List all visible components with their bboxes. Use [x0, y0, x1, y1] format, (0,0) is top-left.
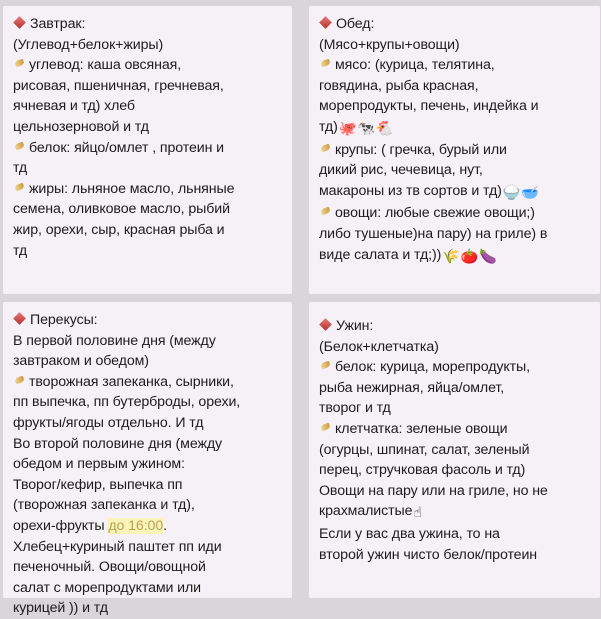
dinner-card [309, 302, 600, 598]
breakfast-line: семена, оливковое масло, рыбий [13, 201, 230, 218]
lunch-title-line [319, 14, 592, 35]
snacks-title: Перекусы: [30, 312, 98, 328]
lunch-line: либо тушеные)на пару) на гриле) в [319, 225, 548, 242]
bullet-icon [320, 59, 331, 68]
red-diamond-icon [319, 318, 332, 331]
snacks-line [13, 372, 284, 393]
snacks-text: . [163, 517, 167, 534]
dinner-title: Ужин: [336, 318, 374, 334]
breakfast-text: жиры: льняное масло, льняные [29, 180, 235, 197]
snacks-line: печеночный. Овощи/овощной [13, 559, 206, 576]
lunch-line: говядина, рыба красная, [319, 77, 479, 94]
dinner-line [319, 357, 592, 378]
snacks-text: творожная запеканка, сырники, [29, 373, 234, 390]
cow-icon: 🐄 [357, 120, 375, 137]
breakfast-line: рисовая, пшеничная, гречневая, [13, 77, 224, 94]
dinner-line: (огурцы, шпинат, салат, зеленый [319, 441, 530, 458]
breakfast-line: цельнозерновой и тд [13, 118, 149, 135]
chicken-icon: 🐔 [375, 120, 394, 137]
dinner-title-line [319, 316, 592, 337]
snacks-line: курицей )) и тд [13, 600, 108, 617]
lunch-title: Обед: [336, 16, 375, 32]
lunch-line [319, 117, 592, 140]
snacks-line: Во второй половине дня (между [13, 435, 223, 452]
bullet-icon [320, 207, 331, 216]
dinner-line: рыба нежирная, яйца/омлет, [319, 379, 505, 396]
dinner-line [319, 419, 592, 440]
bullet-icon [320, 143, 331, 152]
snacks-line: салат с морепродуктами или [13, 579, 202, 596]
bullet-icon [14, 59, 25, 68]
breakfast-text: углевод: каша овсяная, [29, 57, 182, 74]
breakfast-line [13, 179, 284, 200]
rice-plate-icon: 🍚 [502, 184, 521, 201]
lunch-line [319, 55, 592, 76]
lunch-text: крупы: ( гречка, бурый или [335, 141, 507, 158]
snacks-text: орехи-фрукты [13, 517, 105, 534]
dinner-line: Если у вас два ужина, то на [319, 525, 500, 542]
wheat-icon: 🌾 [442, 248, 460, 265]
snacks-line: фрукты/ягоды отдельно. И тд [13, 414, 204, 431]
dinner-line: второй ужин чисто белок/протеин [319, 546, 538, 563]
lunch-line [319, 245, 592, 268]
dinner-line: Овощи на пару или на гриле, но не [319, 482, 548, 499]
lunch-line: дикий рис, чечевица, нут, [319, 162, 483, 179]
lunch-card [309, 6, 600, 294]
breakfast-text: белок: яйцо/омлет , протеин и [29, 139, 224, 156]
dinner-line [319, 501, 592, 524]
pointing-hand-icon: ☝ [413, 505, 422, 522]
eggplant-icon: 🍆 [479, 248, 497, 265]
bullet-icon [14, 141, 25, 150]
snacks-line: Творог/кефир, выпечка пп [13, 476, 183, 493]
bullet-icon [320, 361, 331, 370]
lunch-text: виде салата и тд;)) [319, 246, 442, 263]
bowl-icon: 🥣 [521, 184, 539, 201]
lunch-subtitle: (Мясо+крупы+овощи) [319, 36, 460, 53]
snacks-line [13, 516, 284, 537]
lunch-text: овощи: любые свежие овощи;) [335, 205, 535, 222]
breakfast-line [13, 55, 284, 76]
snacks-line: пп выпечка, пп бутерброды, орехи, [13, 394, 241, 411]
red-diamond-icon [319, 16, 332, 29]
breakfast-title: Завтрак: [30, 16, 86, 32]
snacks-line: Хлебец+куриный паштет пп иди [13, 538, 222, 555]
dinner-text: клетчатка: зеленые овощи [335, 420, 508, 437]
snacks-line: завтраком и обедом) [13, 353, 149, 370]
snacks-body [13, 310, 284, 617]
dinner-text: крахмалистые [319, 503, 413, 520]
red-diamond-icon [13, 16, 26, 29]
breakfast-title-line [13, 14, 284, 35]
snacks-line: обедом и первым ужином: [13, 456, 185, 473]
lunch-text: мясо: (курица, телятина, [335, 57, 495, 74]
red-diamond-icon [13, 312, 26, 325]
lunch-line [319, 181, 592, 204]
bullet-icon [14, 375, 25, 384]
lunch-line [319, 140, 592, 161]
lunch-line: морепродукты, печень, индейка и [319, 98, 539, 115]
lunch-text: макароны из тв сортов и тд) [319, 182, 502, 199]
bullet-icon [320, 423, 331, 432]
breakfast-line: тд [13, 160, 28, 177]
snacks-line: (творожная запеканка и тд), [13, 497, 195, 514]
dinner-line: творог и тд [319, 400, 391, 417]
lunch-text: тд) [319, 118, 338, 135]
snacks-title-line [13, 310, 284, 331]
breakfast-line: ячневая и тд) хлеб [13, 98, 135, 115]
dinner-text: белок: курица, морепродукты, [335, 359, 530, 376]
bullet-icon [14, 182, 25, 191]
breakfast-card [3, 6, 292, 294]
breakfast-line [13, 138, 284, 159]
breakfast-line: тд [13, 242, 28, 259]
tomato-icon: 🍅 [460, 248, 479, 265]
dinner-line: перец, стручковая фасоль и тд) [319, 462, 526, 479]
dinner-subtitle: (Белок+клетчатка) [319, 338, 439, 355]
time-highlight: до 16:00 [108, 517, 164, 534]
breakfast-subtitle: (Углевод+белок+жиры) [13, 36, 164, 53]
snacks-card [3, 302, 292, 617]
breakfast-line: жир, орехи, сыр, красная рыба и [13, 221, 225, 238]
octopus-icon: 🐙 [338, 120, 357, 137]
snacks-line: В первой половине дня (между [13, 332, 216, 349]
lunch-line [319, 203, 592, 224]
